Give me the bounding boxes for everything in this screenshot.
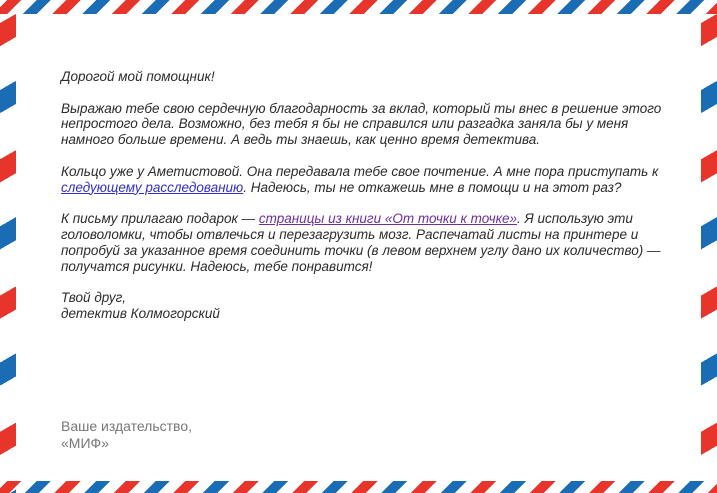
publisher-name: «МИФ» — [61, 435, 109, 451]
paragraph-text: . Надеюсь, ты не откажешь мне в помощи и на этот раз? — [243, 179, 622, 195]
letter-signoff — [61, 290, 671, 322]
airmail-border-bottom — [0, 481, 717, 493]
publisher-signature — [61, 418, 361, 452]
signoff-line: Твой друг, — [61, 290, 126, 306]
next-investigation-link[interactable]: следующему расследованию — [61, 179, 244, 195]
letter-paragraph-ring — [61, 164, 671, 196]
letter-paragraph-thanks: Выражаю тебе свою сердечную благодарность за вклад, который ты внес в решение этого непростого дела. Возможно, без тебя я бы не справился или разгадка заняла бы у меня намного больше времени. А ведь ты знаешь, как ценно время детектива. — [61, 100, 662, 148]
airmail-border-right — [701, 0, 717, 493]
airmail-border-left — [0, 0, 16, 493]
letter-greeting: Дорогой мой помощник! — [61, 69, 215, 84]
book-pages-link[interactable]: страницы из книги «От точки к точке» — [258, 211, 517, 227]
paragraph-text: К письму прилагаю подарок — — [61, 211, 259, 227]
paragraph-text: . Я использую эти головоломки, чтобы отвлечься и перезагрузить мозг. Распечатай листы на принтере и попробуй за указанное время соединить точки (в левом верхнем углу дано их количество) — получатся рисунки. Надеюсь, тебе понравится! — [61, 211, 661, 274]
airmail-border-top — [0, 0, 717, 14]
signoff-signature: детектив Колмогорский — [61, 305, 220, 321]
letter-body — [61, 69, 671, 322]
publisher-line: Ваше издательство, — [61, 418, 193, 434]
paragraph-text: Кольцо уже у Аметистовой. Она передавала тебе свое почтение. А мне пора приступать к — [61, 163, 659, 179]
letter-paragraph-gift — [61, 211, 671, 274]
